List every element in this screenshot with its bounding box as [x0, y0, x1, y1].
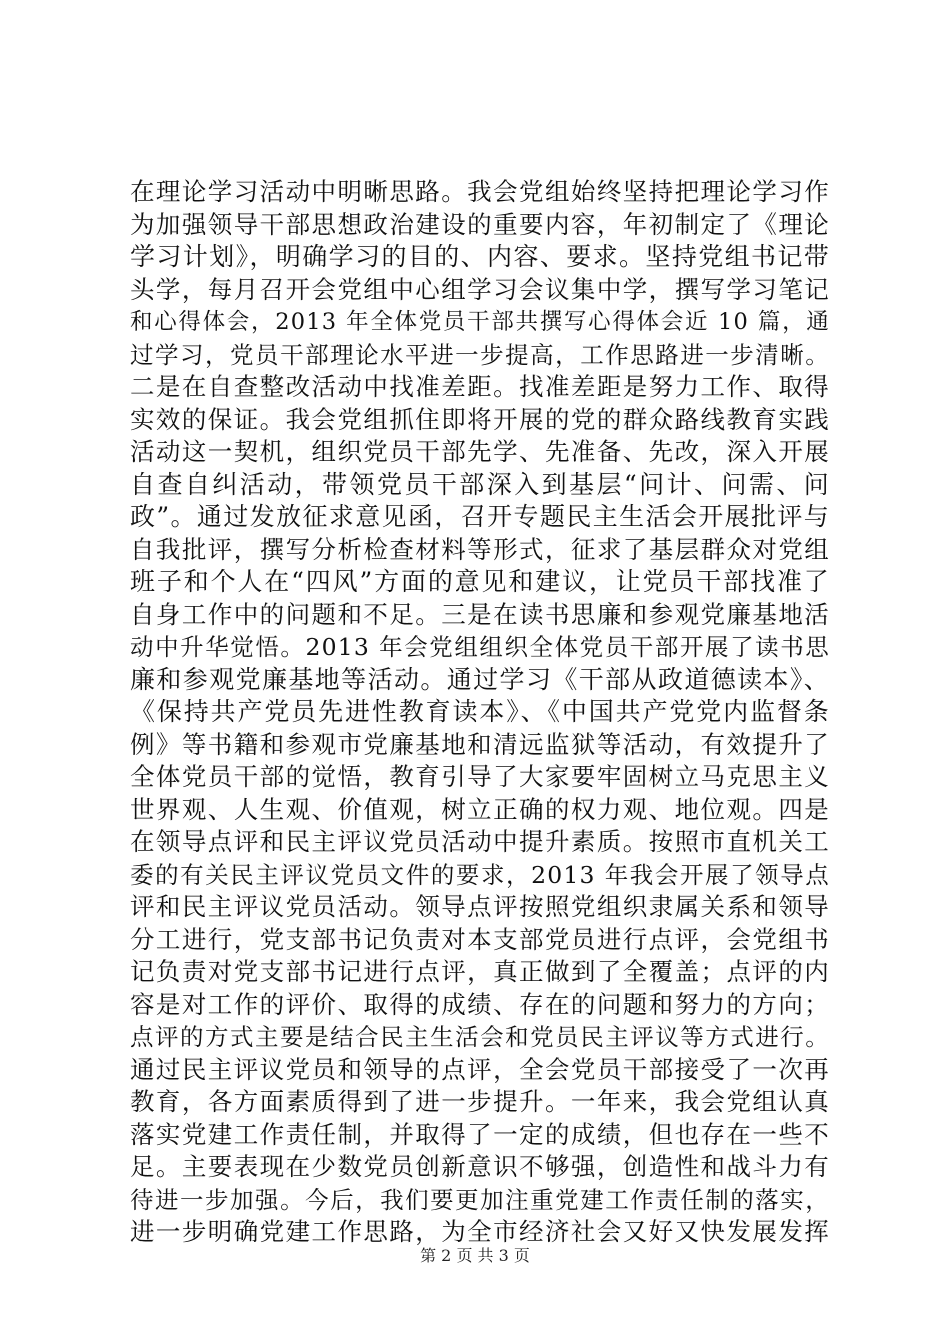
text-line: 进一步明确党建工作思路，为全市经济社会又好又快发展发挥 [130, 1217, 830, 1246]
text-line: 在领导点评和民主评议党员活动中提升素质。按照市直机关工 [130, 827, 830, 856]
text-line: 全体党员干部的觉悟，教育引导了大家要牢固树立马克思主义 [130, 762, 830, 791]
text-line: 动中升华觉悟。2013 年会党组组织全体党员干部开展了读书思 [130, 633, 830, 661]
text-line: 待进一步加强。今后，我们要更加注重党建工作责任制的落实， [130, 1185, 830, 1214]
text-line: 学习计划》，明确学习的目的、内容、要求。坚持党组书记带 [130, 242, 830, 271]
text-line: 分工进行，党支部书记负责对本支部党员进行点评，会党组书 [130, 924, 830, 954]
text-line: 和心得体会，2013 年全体党员干部共撰写心得体会近 10 篇，通 [130, 309, 830, 335]
text-line: 头学，每月召开会党组中心组学习会议集中学，撰写学习笔记 [130, 274, 830, 304]
text-line: 例》等书籍和参观市党廉基地和清远监狱等活动，有效提升了 [130, 729, 830, 759]
text-line: 足。主要表现在少数党员创新意识不够强，创造性和战斗力有 [130, 1152, 830, 1181]
text-line: 自我批评，撰写分析检查材料等形式，征求了基层群众对党组 [130, 534, 830, 564]
text-line: 世界观、人生观、价值观，树立正确的权力观、地位观。四是 [130, 794, 830, 824]
text-line: 落实党建工作责任制，并取得了一定的成绩，但也存在一些不 [130, 1119, 830, 1149]
text-line: 记负责对党支部书记进行点评，真正做到了全覆盖；点评的内 [130, 957, 830, 986]
text-line: 委的有关民主评议党员文件的要求，2013 年我会开展了领导点 [130, 860, 830, 889]
body-paragraph [130, 176, 830, 1249]
text-line: 班子和个人在“四风”方面的意见和建议，让党员干部找准了 [130, 567, 830, 596]
text-line: 在理论学习活动中明晰思路。我会党组始终坚持把理论学习作 [130, 177, 830, 206]
text-line: 自身工作中的问题和不足。三是在读书思廉和参观党廉基地活 [130, 599, 830, 629]
text-line: 廉和参观党廉基地等活动。通过学习《干部从政道德读本》、 [130, 664, 830, 694]
text-line: 容是对工作的评价、取得的成绩、存在的问题和努力的方向； [130, 989, 830, 1019]
text-line: 评和民主评议党员活动。领导点评按照党组织隶属关系和领导 [130, 892, 830, 921]
text-line: 过学习，党员干部理论水平进一步提高，工作思路进一步清晰。 [130, 340, 830, 369]
text-line: 自查自纠活动，带领党员干部深入到基层“问计、问需、问 [130, 469, 830, 499]
text-line: 活动这一契机，组织党员干部先学、先准备、先改，深入开展 [130, 437, 830, 466]
text-line: 政”。通过发放征求意见函，召开专题民主生活会开展批评与 [130, 502, 830, 531]
page-number-footer: 第 2 页 共 3 页 [420, 1246, 530, 1265]
text-line: 通过民主评议党员和领导的点评，全会党员干部接受了一次再 [130, 1054, 830, 1084]
text-line: 为加强领导干部思想政治建设的重要内容，年初制定了《理论 [130, 209, 830, 239]
text-line: 二是在自查整改活动中找准差距。找准差距是努力工作、取得 [130, 372, 830, 401]
text-line: 实效的保证。我会党组抓住即将开展的党的群众路线教育实践 [130, 404, 830, 434]
text-line: 教育，各方面素质得到了进一步提升。一年来，我会党组认真 [130, 1087, 830, 1116]
text-line: 《保持共产党员先进性教育读本》、《中国共产党党内监督条 [130, 697, 830, 726]
text-line: 点评的方式主要是结合民主生活会和党员民主评议等方式进行。 [130, 1023, 830, 1051]
